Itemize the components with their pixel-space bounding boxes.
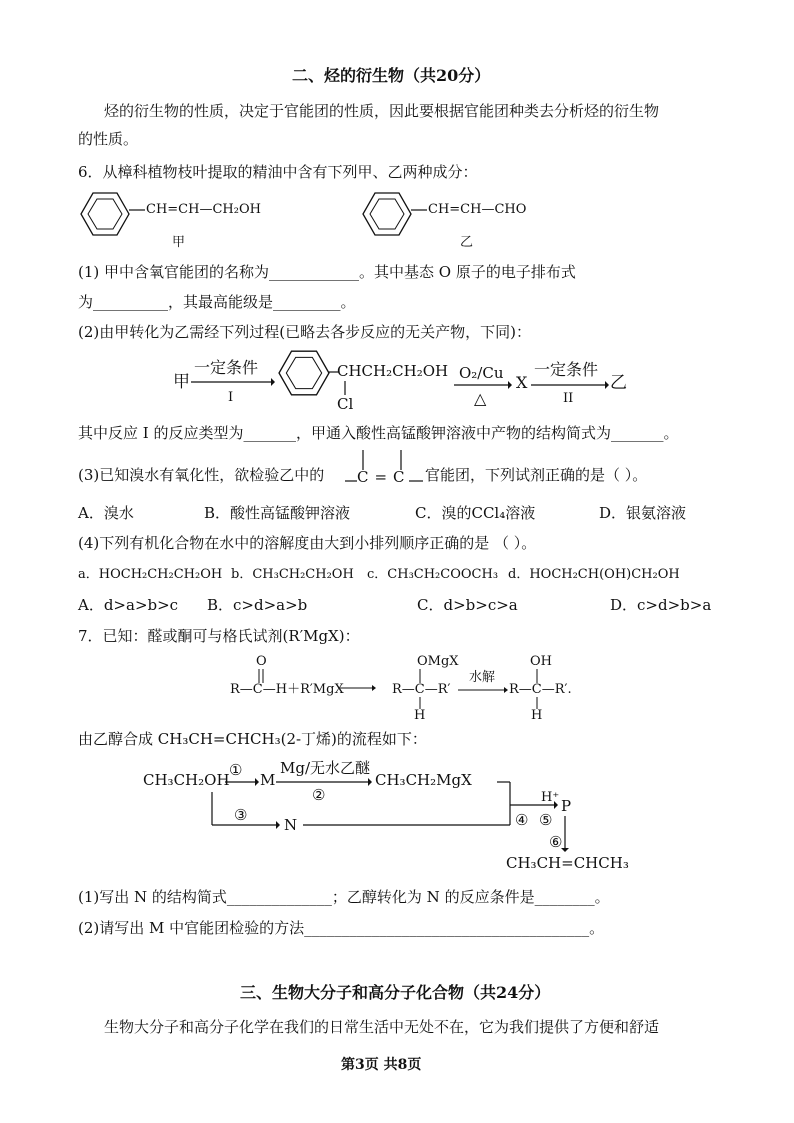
scheme-intermediate: CHCH₂CH₂OH: [337, 362, 449, 380]
section2-intro-line1: 烃的衍生物的性质，决定于官能团的性质，因此要根据官能团种类去分析烃的衍生物: [104, 102, 660, 120]
scheme-end-yi: 乙: [610, 373, 627, 393]
scheme-cond1-top: 一定条件: [194, 358, 259, 377]
section2-intro-line2: 的性质。: [78, 130, 139, 148]
q7-part1: (1)写出 N 的结构简式______________；乙醇转化为 N 的反应条件是________。: [78, 888, 610, 906]
q6-part4-option-d: D．c>d>b>a: [610, 596, 712, 614]
scheme-cond3-top: 一定条件: [534, 360, 599, 379]
route-step2-reagent: Mg/无水乙醚: [280, 759, 371, 777]
q6-part4-option-b: B．c>d>a>b: [207, 596, 308, 614]
section3-heading: 三、生物大分子和高分子化合物（共24分）: [240, 983, 551, 1002]
q6-part1-line1: (1) 甲中含氧官能团的名称为____________。其中基态 O 原子的电子排布式: [78, 263, 576, 281]
rxn-right-h: H: [531, 708, 543, 723]
q6-part1-line2: 为__________，其最高能级是_________。: [78, 293, 356, 311]
jia-label: 甲: [172, 235, 186, 250]
scheme-start-jia: 甲: [173, 372, 190, 392]
carbon-double-bond-text: C=C: [357, 468, 411, 486]
section2-heading: 二、烃的衍生物（共20分）: [292, 66, 491, 85]
q6-part4-text: (4)下列有机化合物在水中的溶解度由大到小排列顺序正确的是 （ ）。: [78, 534, 537, 552]
route-step2: ②: [312, 786, 326, 804]
route-product: CH₃CH=CHCH₃: [506, 854, 629, 872]
q6-part4-compound-c: c．CH₃CH₂COOCH₃: [367, 567, 499, 582]
scheme-cond2-top: O₂/Cu: [459, 364, 504, 382]
q6-stem: 6．从樟科植物枝叶提取的精油中含有下列甲、乙两种成分：: [78, 163, 478, 181]
section3-intro: 生物大分子和高分子化学在我们的日常生活中无处不在，它为我们提供了方便和舒适: [104, 1018, 660, 1036]
rxn-right: R—C—R′.: [509, 682, 572, 697]
route-step4: ④: [515, 811, 529, 829]
q6-part3-option-d: D．银氨溶液: [599, 504, 687, 522]
q6-part3-post: 官能团，下列试剂正确的是（ ）。: [425, 466, 648, 484]
scheme-cond2-bottom: △: [474, 389, 487, 408]
yi-label: 乙: [460, 235, 474, 250]
q6-part4-option-c: C．d>b>c>a: [417, 596, 518, 614]
route-n: N: [284, 816, 298, 834]
q7-stem: 7．已知：醛或酮可与格氏试剂(R′MgX)：: [78, 627, 360, 645]
rxn-mid-h: H: [414, 708, 426, 723]
rxn-left: R—C—H＋R′MgX: [230, 682, 344, 697]
route-m: M: [260, 771, 276, 789]
route-ethanol: CH₃CH₂OH: [143, 771, 230, 789]
rxn-mid: R—C—R′: [392, 682, 451, 697]
scheme-x: X: [516, 373, 528, 392]
q7-route-intro: 由乙醇合成 CH₃CH=CHCH₃(2-丁烯)的流程如下：: [78, 730, 427, 748]
q6-part3-option-b: B．酸性高锰酸钾溶液: [204, 504, 351, 522]
route-step6: ⑥: [549, 833, 563, 851]
route-grignard: CH₃CH₂MgX: [375, 771, 472, 789]
scheme-cond1-bottom: I: [228, 390, 234, 405]
route-p: P: [561, 797, 572, 815]
q7-part2: (2)请写出 M 中官能团检验的方法______________________________________。: [78, 919, 605, 937]
scheme-cond3-bottom: II: [563, 391, 574, 406]
q6-part4-compound-d: d．HOCH₂CH(OH)CH₂OH: [508, 567, 680, 582]
rxn-oh-label: OH: [530, 654, 552, 669]
yi-side-chain: CH=CH—CHO: [428, 202, 527, 217]
q6-part4-option-a: A．d>a>b>c: [78, 596, 179, 614]
page-footer: 第3页 共8页: [341, 1057, 422, 1073]
q6-part4-compound-b: b．CH₃CH₂CH₂OH: [231, 567, 354, 582]
q6-part3-option-c: C．溴的CCl₄溶液: [415, 504, 536, 522]
q6-part3-option-a: A．溴水: [78, 504, 134, 522]
rxn-o-label: O: [256, 654, 267, 669]
route-h-plus: H⁺: [541, 790, 560, 805]
q6-part3-pre: (3)已知溴水有氧化性，欲检验乙中的: [78, 466, 325, 484]
route-step3: ③: [234, 806, 248, 824]
route-step5: ⑤: [539, 811, 553, 829]
rxn-omgx-label: OMgX: [417, 654, 459, 669]
q6-part4-compound-a: a．HOCH₂CH₂CH₂OH: [78, 567, 223, 582]
q6-part2-text: (2)由甲转化为乙需经下列过程(已略去各步反应的无关产物，下同)：: [78, 323, 531, 341]
scheme-cl: Cl: [337, 395, 354, 413]
route-step1: ①: [229, 761, 243, 779]
rxn-condition: 水解: [469, 670, 496, 685]
q6-part2-answer: 其中反应 I 的反应类型为_______，甲通入酸性高锰酸钾溶液中产物的结构简式为_______。: [78, 424, 679, 442]
jia-side-chain: CH=CH—CH₂OH: [146, 202, 261, 217]
